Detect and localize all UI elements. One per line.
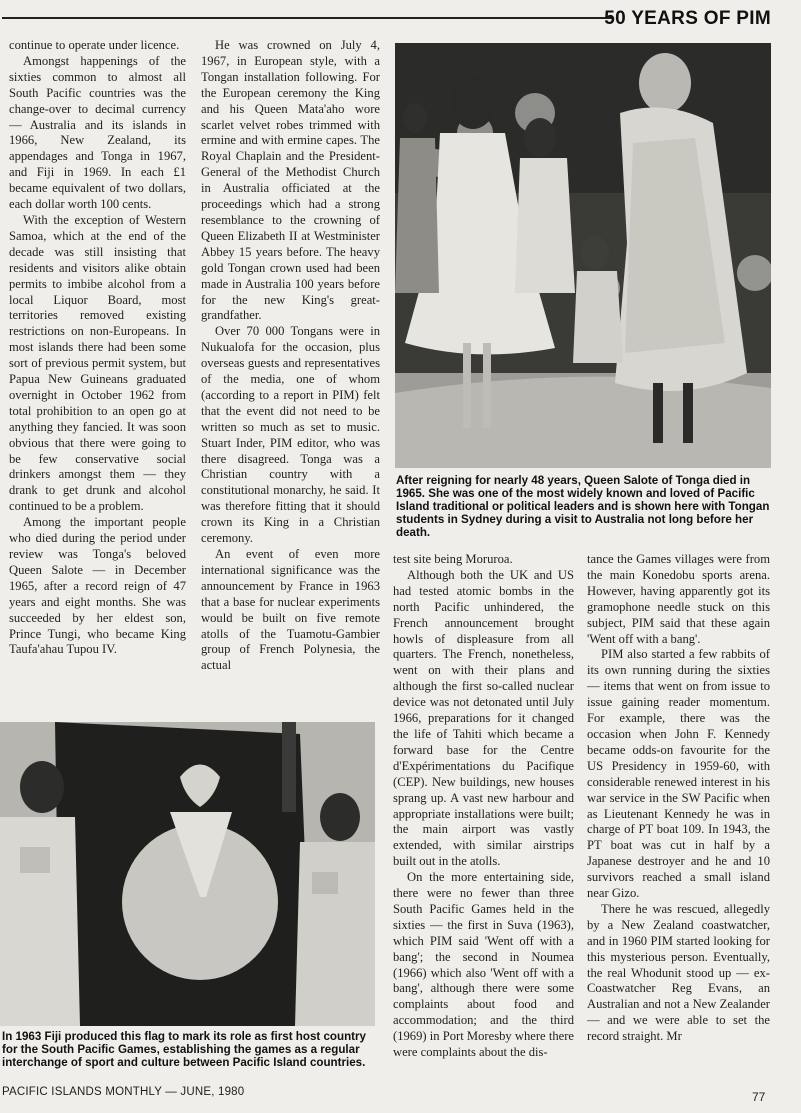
section-title: 50 YEARS OF PIM	[604, 8, 771, 29]
article-column-2	[201, 38, 380, 694]
paragraph: He was crowned on July 4, 1967, in European style, with a Tongan installation following. For the European ceremony the King and his Queen Mata'aho wore scarlet velvet robes trimmed with ermine and with ermine capes. The Royal Chaplain and the President-General of the Methodist Church in Australia officiated at the proceedings which had a strong resemblance to the crowning of Queen Elizabeth II at Westminister Abbey 15 years before. The heavy gold Tongan crown used had been made in Australia 100 years before for the new King's great-grandfather.	[201, 38, 380, 323]
queen-salote-photo	[395, 43, 771, 468]
article-column-4	[587, 552, 770, 1082]
paragraph: An event of even more international significance was the announcement by France in 1963 that a base for nuclear experiments would be built on five remote atolls of the Tuamotu-Gambier group of French Polynesia, the actual	[201, 547, 380, 673]
publication-footer: PACIFIC ISLANDS MONTHLY — JUNE, 1980	[2, 1086, 245, 1098]
paragraph: There he was rescued, allegedly by a New Zealand coastwatcher, and in 1960 PIM started looking for this mysterious person. Eventually, the real Whodunit stood up — ex-Coastwatcher Reg Evans, an Australian and not a New Zealander — and we were able to set the record straight. Mr	[587, 901, 770, 1044]
paragraph: With the exception of Western Samoa, which at the end of the decade was still insisting that residents and visitors alike obtain permits to imbibe alcohol from a local Liquor Board, most territories removed existing restrictions on non-Europeans. In most islands there had been some sort of previous permit system, but Papua New Guineans graduated overnight in October 1962 from total prohibition to an open go at anything they fancied. It was soon obvious that there were going to be few conservative social drinkers amongst them — they drank to get drunk and alcohol continued to be a problem.	[9, 212, 186, 514]
paragraph: Among the important people who died during the period under review was Tonga's beloved Queen Salote — in December 1965, after a record reign of 47 years and eight months. She was succeeded by her eldest son, Prince Tungi, who became King Taufa'ahau Tupou IV.	[9, 515, 186, 657]
article-column-3	[393, 552, 574, 1082]
paragraph: test site being Moruroa.	[393, 552, 513, 566]
header-rule	[2, 17, 614, 19]
paragraph: Amongst happenings of the sixties common to almost all South Pacific countries was the change-over to decimal currency — Australia and its islands in 1966, New Zealand, its appendages and Tonga in 1967, and Fiji in 1969. In each £1 became equivalent of two dollars, each dollar worth 100 cents.	[9, 53, 186, 212]
queen-salote-photo-art	[395, 43, 771, 468]
queen-salote-caption: After reigning for nearly 48 years, Queen Salote of Tonga died in 1965. She was one of the most widely known and loved of Pacific Island traditional or political leaders and is shown here with Tongan students in Sydney during a visit to Australia not long before her death.	[396, 474, 770, 539]
paragraph: PIM also started a few rabbits of its own running during the sixties — items that went on from issue to issue gaining reader momentum. For example, there was the occasion when John F. Kennedy became odds-on favourite for the US Presidency in 1959-60, with considerable renewed interest in his war service in the SW Pacific when as Lieutenant Kennedy he was in charge of PT boat 109. In 1943, the PT boat was cut in half by a Japanese destroyer and he and 10 survivors reached a small island near Gizo.	[587, 647, 770, 901]
paragraph: continue to operate under licence.	[9, 38, 180, 52]
paragraph: On the more entertaining side, there were no fewer than three South Pacific Games held in the sixties — the first in Suva (1963), which PIM said 'Went off with a bang'; the second in Noumea (1966) which also 'Went off with a bang', although there were some complaints about food and accommodation; and the third (1969) in Port Moresby where there were complaints about the dis-	[393, 870, 574, 1060]
article-column-1	[9, 38, 186, 694]
paragraph: Although both the UK and US had tested atomic bombs in the north Pacific unhindered, the French announcement brought howls of displeasure from all quarters. The French, nonetheless, went on with their plans and although the first so-called nuclear device was not detonated until July 1966, preparations for it changed the life of Tahiti which became a forward base for the Centre d'Expérimentations du Pacifique (CEP). New buildings, new houses sprang up. A vast new harbour and appropriate installations were built; the main airport was vastly extended, with similar airstrips built out in the atolls.	[393, 567, 574, 869]
fiji-games-flag-photo	[0, 722, 375, 1026]
fiji-flag-caption: In 1963 Fiji produced this flag to mark its role as first host country for the South Pacific Games, establishing the games as a regular interchange of sport and culture between Pacific Island countries.	[2, 1030, 366, 1069]
fiji-games-flag-photo-art	[0, 722, 375, 1026]
page-number: 77	[752, 1090, 766, 1104]
paragraph: tance the Games villages were from the main Konedobu sports arena. However, having apparently got its gramophone needle stuck on this subject, PIM said that these again 'Went off with a bang'.	[587, 552, 770, 646]
paragraph: Over 70 000 Tongans were in Nukualofa for the occasion, plus overseas guests and representatives of the media, one of whom (according to a report in PIM) felt that the event did not need to be written so much as set to music. Stuart Inder, PIM editor, who was there disagreed. Tonga was a Christian country with a constitutional monarchy, he said. It was therefore fitting that it should crown its King in a Christian ceremony.	[201, 324, 380, 546]
